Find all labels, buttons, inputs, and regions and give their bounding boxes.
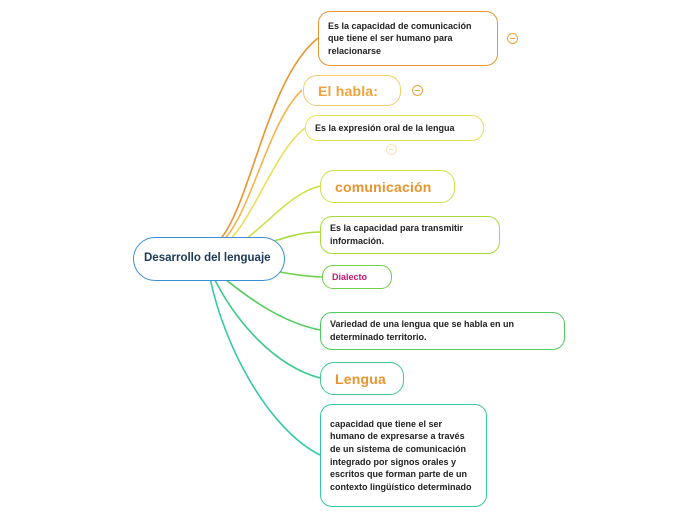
node-n5-label: Es la capacidad para transmitir información. [330, 223, 464, 246]
node-n4[interactable] [320, 170, 455, 203]
node-n6[interactable] [322, 265, 392, 289]
collapse-toggle-n3[interactable] [386, 144, 397, 155]
root-node-label: Desarrollo del lenguaje [144, 252, 271, 265]
node-n7-label: Variedad de una lengua que se habla en un determinado territorio. [330, 319, 515, 342]
node-n9[interactable] [320, 404, 487, 507]
collapse-toggle-n1[interactable] [507, 33, 518, 44]
node-n5[interactable] [320, 216, 500, 254]
connector-root-to-n2 [215, 90, 302, 248]
node-n8[interactable] [320, 362, 404, 395]
node-n3[interactable] [305, 115, 484, 141]
node-n3-label: Es la expresión oral de la lengua [315, 122, 455, 133]
node-n2-label: El habla: [318, 82, 379, 99]
node-n8-label: Lengua [335, 370, 386, 387]
connector-root-to-n9 [210, 278, 320, 455]
node-n1[interactable] [318, 11, 498, 66]
node-n6-label: Dialecto [332, 271, 368, 282]
connector-root-to-n1 [215, 38, 318, 245]
root-node[interactable] [133, 237, 285, 281]
node-n2[interactable] [303, 75, 401, 106]
node-n7[interactable] [320, 312, 565, 350]
node-n4-label: comunicación [335, 178, 432, 195]
node-n9-label: capacidad que tiene el ser humano de expresarse a través de un sistema de comunicación integrado por signos orales y escritos que forman parte de un contexto lingüístico determinado [330, 418, 472, 492]
node-n1-label: Es la capacidad de comunicación que tiene el ser humano para relacionarse [328, 20, 472, 56]
collapse-toggle-n2[interactable] [412, 85, 423, 96]
